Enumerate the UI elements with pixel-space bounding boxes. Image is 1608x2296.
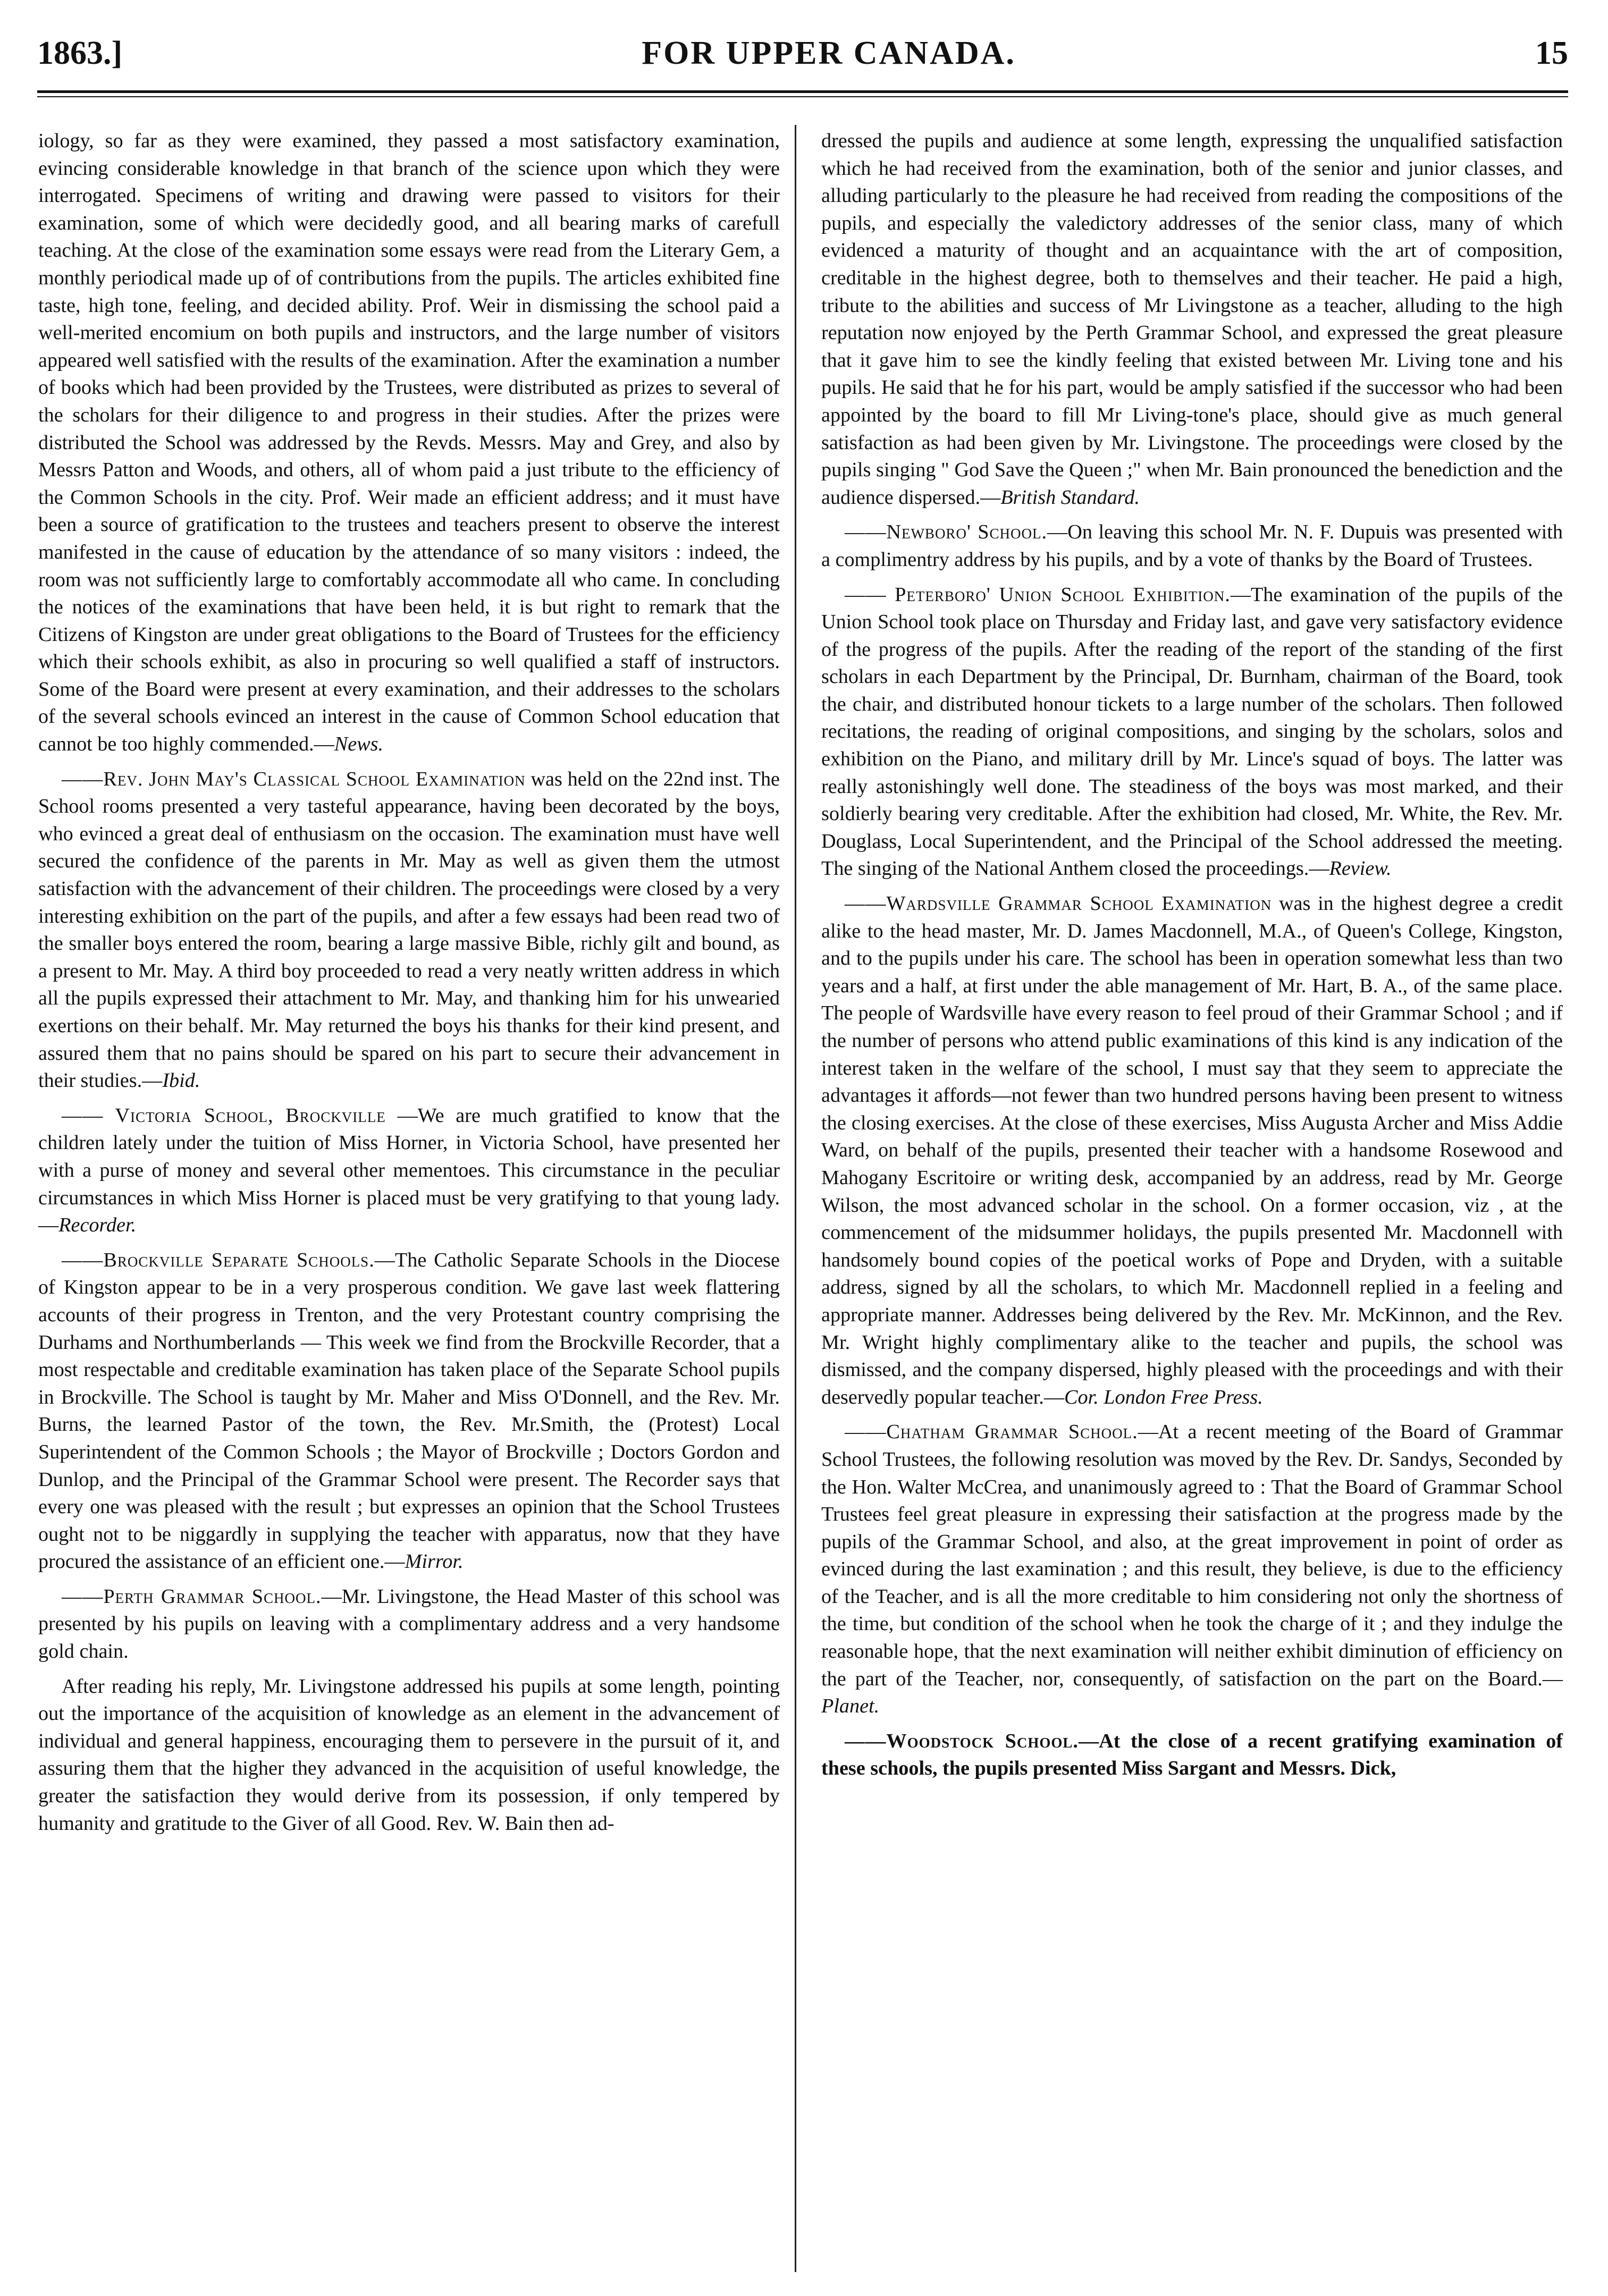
article-paragraph — [821, 128, 1563, 511]
left-column — [38, 128, 780, 1845]
article-heading: ——Wardsville Grammar School Examination — [845, 892, 1272, 915]
article-heading: ——Perth Grammar School. — [62, 1585, 322, 1608]
source-credit: Ibid. — [162, 1069, 200, 1092]
article-heading: ——Rev. John May's Classical School Examination — [62, 767, 526, 790]
source-credit: Mirror. — [405, 1550, 464, 1573]
article-paragraph — [38, 1583, 780, 1666]
source-credit: Cor. London Free Press. — [1064, 1386, 1263, 1408]
article-text: —Mr. Livingstone, the Head Master of this school was presented by his pupils on leaving with a complimentary address and a very handsome gold chain. — [38, 1585, 780, 1663]
article-paragraph — [821, 1419, 1563, 1720]
article-paragraph — [38, 128, 780, 758]
article-paragraph — [38, 1102, 780, 1239]
source-credit: Recorder. — [58, 1214, 137, 1237]
source-credit: British Standard. — [1000, 486, 1140, 509]
article-paragraph — [821, 581, 1563, 883]
article-heading: —— Victoria School, Brockville — [62, 1104, 386, 1127]
article-text: dressed the pupils and audience at some length, expressing the unqualified satisfaction which he had received from the examination, both of the senior and junior classes, and alluding particularly to the pleasure he had received from reading the compositions of the pupils, and especially the valedictory addresses of the senior class, many of which evidenced a maturity of thought and an acquaintance with the art of composition, creditable in the highest degree, both to themselves and their teacher. He paid a high, tribute to the abilities and success of Mr Livingstone as a teacher, alluding to the high reputation now enjoyed by the Perth Grammar School, and expressed the great pleasure that it gave him to see the kindly feeling that existed between Mr. Living tone and his pupils. He said that he for his part, would be amply satisfied if the successor who had been appointed by the board to fill Mr Living-tone's place, should give as much general satisfaction as had been given by Mr. Livingstone. The proceedings were closed by the pupils singing " God Save the Queen ;" when Mr. Bain pronounced the benediction and the audience dispersed.— — [821, 130, 1563, 509]
article-paragraph — [821, 890, 1563, 1411]
column-divider — [795, 125, 796, 2272]
article-text: —At a recent meeting of the Board of Grammar School Trustees, the following resolution was moved by the Rev. Dr. Sandys, Seconded by the Hon. Walter McCrea, and unanimously agreed to : That the Board of Grammar School Trustees feel great pleasure in expressing their satisfaction at the progress made by the pupils of the Grammar School, and also, at the great improvement in point of order as evinced during the last examination ; and this result, they believe, is due to the efficiency of the Teacher, and is all the more creditable to him considering not only the shortness of the time, but condition of the school when he took the charge of it ; and they indulge the reasonable hope, that the next examination will neither exhibit diminution of efficiency on the part of the Teacher, nor, consequently, of satisfaction on the part on the Board.— — [821, 1421, 1563, 1690]
article-paragraph — [821, 519, 1563, 573]
article-heading: ——Chatham Grammar School. — [845, 1421, 1138, 1444]
article-text: —We are much gratified to know that the children lately under the tuition of Miss Horner, in Victoria School, have presented her with a purse of money and several other mementoes. This circumstance in the peculiar circumstances in which Miss Horner is placed must be very gratifying to that young lady.— — [38, 1104, 780, 1237]
article-heading: ——Woodstock School. — [845, 1729, 1079, 1752]
article-heading: —— Peterboro' Union School Exhibition. — [845, 583, 1231, 606]
source-credit: Review. — [1329, 857, 1392, 880]
article-paragraph — [821, 1728, 1563, 1783]
source-credit: Planet. — [821, 1695, 880, 1718]
article-text: —The Catholic Separate Schools in the Diocese of Kingston appear to be in a very prosperous condition. We gave last week flattering accounts of their progress in Trenton, and the very Protestant country comprising the Durhams and Northumberlands — This week we find from the Brockville Recorder, that a most respectable and creditable examination has taken place of the Separate School pupils in Brockville. The School is taught by Mr. Maher and Miss O'Donnell, and the Rev. Mr. Burns, the learned Pastor of the town, the Rev. Mr.Smith, the (Protest) Local Superintendent of the Common Schools ; the Mayor of Brockville ; Doctors Gordon and Dunlop, and the Principal of the Grammar School were present. The Recorder says that every one was pleased with the result ; but expresses an opinion that the School Trustees ought not to be niggardly in supplying the teacher with apparatus, now that they have procured the assistance of an efficient one.— — [38, 1248, 780, 1573]
source-credit: News. — [334, 733, 384, 756]
article-text: —On leaving this school Mr. N. F. Dupuis was presented with a complimentry address by his pupils, and by a vote of thanks by the Board of Trustees. — [821, 521, 1563, 571]
header-year: 1863.] — [37, 35, 123, 71]
page-header — [37, 29, 1568, 77]
article-paragraph — [38, 766, 780, 1095]
header-rule — [37, 90, 1568, 97]
article-heading: ——Brockville Separate Schools. — [62, 1248, 375, 1271]
article-text: —At the close of a recent gratifying examination of these schools, the pupils presented Miss Sargant and Messrs. Dick, — [821, 1729, 1563, 1780]
article-text: was held on the 22nd inst. The School rooms presented a very tasteful appearance, having been decorated by the boys, who evinced a great deal of enthusiasm on the occasion. The examination must have well secured the confidence of the parents in Mr. May as well as given them the utmost satisfaction with the advancement of their children. The proceedings were closed by a very interesting exhibition on the part of the pupils, and after a few essays had been read two of the smaller boys entered the room, bearing a large massive Bible, richly gilt and bound, as a present to Mr. May. A third boy proceeded to read a very neatly written address in which all the pupils expressed their attachment to Mr. May, and thanking him for his unwearied exertions on their behalf. Mr. May returned the boys his thanks for their kind present, and assured them that no pains should be spared on his part to secure their advancement in their studies.— — [38, 767, 780, 1092]
article-heading: ——Newboro' School. — [845, 521, 1048, 544]
article-text: iology, so far as they were examined, they passed a most satisfactory examination, evincing considerable knowledge in that branch of the science upon which they were interrogated. Specimens of writing and drawing were passed to visitors for their examination, some of which were decidedly good, and all bearing marks of carefull teaching. At the close of the examination some essays were read from the Literary Gem, a monthly periodical made up of of contributions from the pupils. The articles exhibited fine taste, high tone, feeling, and decided ability. Prof. Weir in dismissing the school paid a well-merited encomium on both pupils and instructors, and the large number of visitors appeared well satisfied with the results of the examination. After the examination a number of books which had been provided by the Trustees, were distributed as prizes to several of the scholars for their diligence to and progress in their studies. After the prizes were distributed the School was addressed by the Revds. Messrs. May and Grey, and also by Messrs Patton and Woods, and others, all of whom paid a just tribute to the efficiency of the Common Schools in the city. Prof. Weir made an efficient address; and it must have been a source of gratification to the trustees and teachers present to observe the interest manifested in the cause of education by the attendance of so many visitors : indeed, the room was not sufficiently large to comfortably accommodate all who came. In concluding the notices of the examinations that have been held, it is but right to remark that the Citizens of Kingston are under great obligations to the Board of Trustees for the efficiency which their schools exhibit, as also in procuring so well qualified a staff of instructors. Some of the Board were present at every examination, and their addresses to the scholars of the several schools evinced an interest in the cause of Common School education that cannot be too highly commended.— — [38, 130, 780, 756]
right-column — [821, 128, 1563, 1790]
article-paragraph — [38, 1247, 780, 1576]
article-text: After reading his reply, Mr. Livingstone addressed his pupils at some length, pointing out the importance of the acquisition of knowledge as an element in the advancement of individual and general happiness, encouraging them to persevere in the pursuit of it, and assuring them that the higher they advanced in the acquisition of useful knowledge, the greater the satisfaction they would derive from its possession, if only tempered by humanity and gratitude to the Giver of all Good. Rev. W. Bain then ad- — [38, 1675, 780, 1835]
article-paragraph — [38, 1673, 780, 1838]
article-text: —The examination of the pupils of the Union School took place on Thursday and Friday last, and gave very satisfactory evidence of the progress of the pupils. After the reading of the report of the standing of the first scholars in each Department by the Principal, Dr. Burnham, chairman of the Board, took the chair, and distributed honour tickets to a large number of the scholars. Then followed recitations, the reading of original compositions, and singing by the scholars, solos and exhibition on the Piano, and military drill by Mr. Lince's squad of boys. The latter was really astonishingly well done. The steadiness of the boys was most marked, and their soldierly bearing very creditable. After the exhibition had closed, Mr. White, the Rev. Mr. Douglass, Local Superintendent, and the Principal of the School addressed the meeting. The singing of the National Anthem closed the proceedings.— — [821, 583, 1563, 880]
article-text: was in the highest degree a credit alike to the head master, Mr. D. James Macdonnell, M.A., of Queen's College, Kingston, and to the pupils under his care. The school has been in operation somewhat less than two years and a half, at first under the able management of Mr. Hart, B. A., of the same place. The people of Wardsville have every reason to feel proud of their Grammar School ; and if the number of persons who attend public examinations of this kind is any indication of the interest taken in the welfare of the school, I must say that they seem to appreciate the advantages it affords—not fewer than two hundred persons having been present to witness the closing exercises. At the close of these exercises, Miss Augusta Archer and Miss Addie Ward, on behalf of the pupils, presented their teacher with a handsome Rosewood and Mahogany Escritoire or writing desk, accompanied by an address, read by Mr. George Wilson, the most advanced scholar in the school. On a former occasion, viz , at the commencement of the midsummer holidays, the pupils presented Mr. Macdonnell with handsomely bound copies of the poetical works of Pope and Dryden, with a suitable address, signed by all the scholars, to which Mr. Macdonnell replied in a feeling and appropriate manner. Addresses being delivered by the Rev. Mr. McKinnon, and the Rev. Mr. Wright highly complimentary alike to the teacher and pupils, the school was dismissed, and the company dispersed, highly pleased with the proceedings and with their deservedly popular teacher.— — [821, 892, 1563, 1408]
running-title: FOR UPPER CANADA. — [642, 35, 1016, 71]
page-number: 15 — [1535, 35, 1568, 71]
